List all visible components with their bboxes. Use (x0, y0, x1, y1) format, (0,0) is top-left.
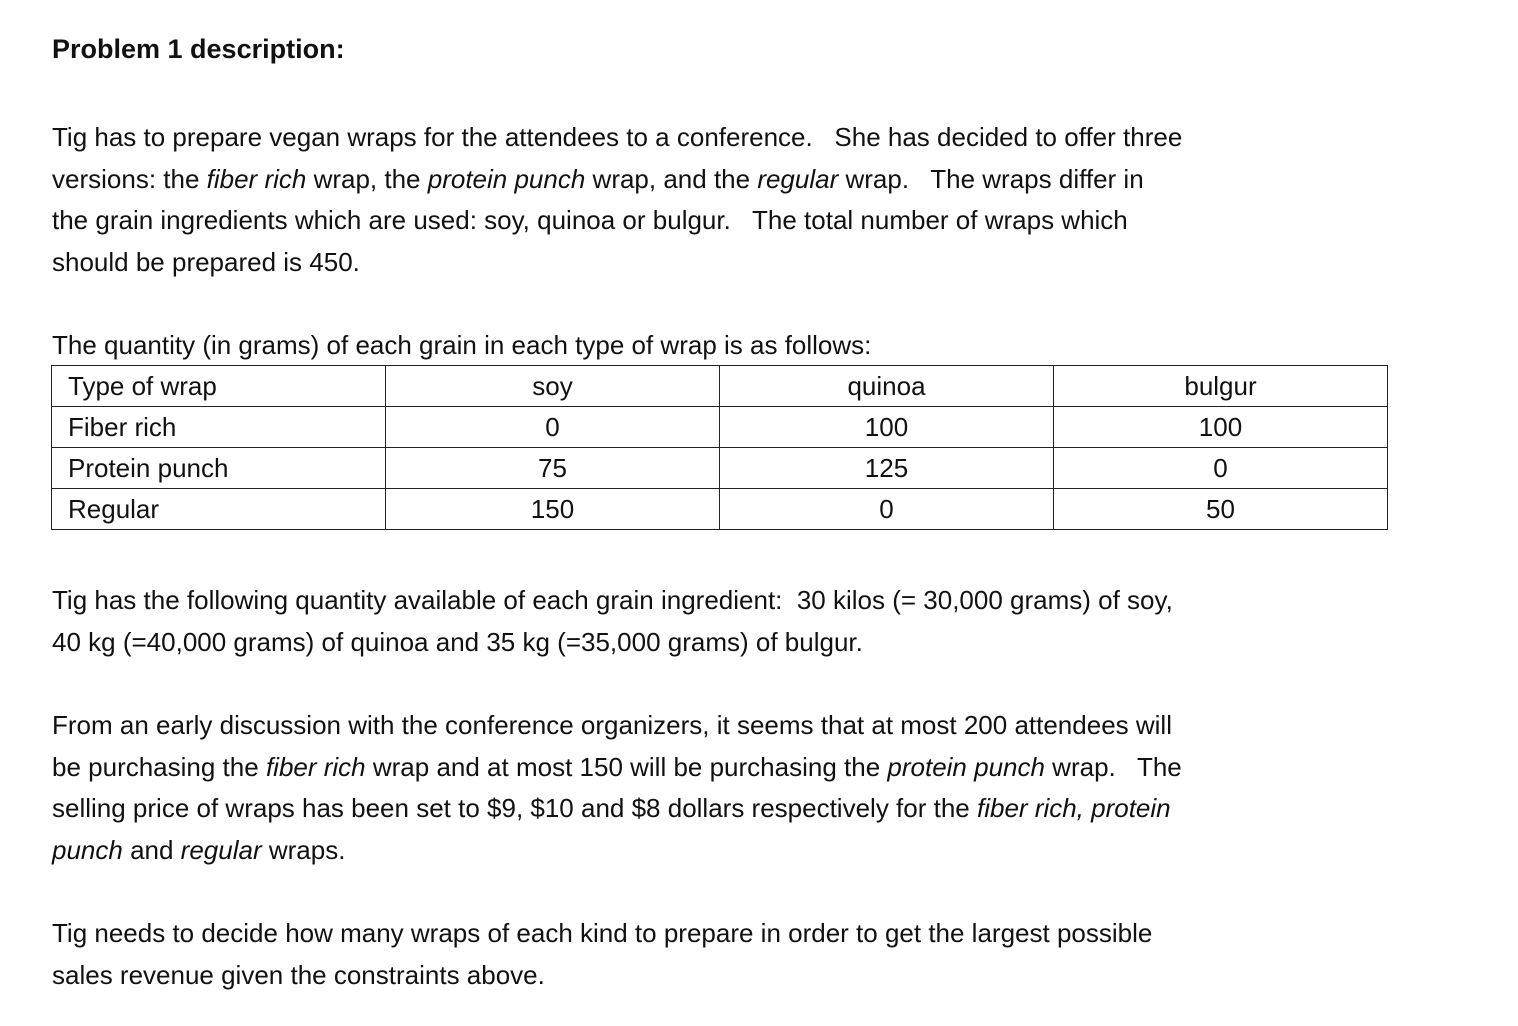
text-line (52, 242, 1392, 284)
text-segment: be purchasing the (52, 751, 266, 782)
text-line (52, 117, 1392, 159)
demand-price-paragraph (52, 705, 1392, 871)
text-segment: Tig needs to decide how many wraps of each kind to prepare in order to get the largest possible (52, 918, 1153, 948)
table-cell: 125 (720, 448, 1054, 489)
text-segment: 40 kg (=40,000 grams) of quinoa and 35 kg (=35,000 grams) of bulgur. (52, 626, 863, 657)
table-row (52, 407, 1388, 448)
text-segment: The quantity (in grams) of each grain in each type of wrap is as follows: (52, 330, 872, 360)
table-cell: bulgur (1054, 366, 1388, 407)
text-segment: wrap and at most 150 will be purchasing the (365, 751, 888, 782)
table-caption (52, 325, 1392, 367)
text-segment: wrap. The wraps differ in (838, 163, 1144, 194)
text-line (52, 955, 1392, 997)
table-cell: quinoa (720, 366, 1054, 407)
table-cell: Type of wrap (52, 366, 386, 407)
table-cell: 0 (1054, 448, 1388, 489)
text-segment: From an early discussion with the conference organizers, it seems that at most 200 attendees will (52, 710, 1172, 740)
table-cell: 0 (386, 407, 720, 448)
text-line (52, 159, 1392, 201)
text-segment: Tig has the following quantity available of each grain ingredient: 30 kilos (= 30,000 grams) of soy, (52, 585, 1173, 615)
italic-text: protein punch (887, 751, 1045, 782)
italic-text: punch (52, 834, 123, 865)
text-segment: wrap, the (306, 163, 428, 194)
text-segment: sales revenue given the constraints above. (52, 959, 545, 990)
availability-paragraph (52, 580, 1392, 663)
text-segment: versions: the (52, 163, 207, 194)
text-segment: wrap, and the (585, 163, 758, 194)
text-segment: should be prepared is 450. (52, 246, 360, 277)
text-segment: wrap. The (1044, 751, 1182, 782)
objective-paragraph (52, 913, 1392, 996)
table-cell: 50 (1054, 489, 1388, 530)
text-segment: selling price of wraps has been set to $9, $10 and $8 dollars respectively for the (52, 793, 977, 823)
text-segment: and (122, 834, 181, 865)
text-segment: the grain ingredients which are used: soy, quinoa or bulgur. The total number of wraps which (52, 205, 1128, 235)
text-line (52, 325, 1392, 367)
table-cell: 100 (1054, 407, 1388, 448)
italic-text: regular (180, 834, 262, 865)
table-header-row (52, 366, 1388, 407)
text-line (52, 580, 1392, 622)
text-line (52, 705, 1392, 747)
italic-text: fiber rich, protein (976, 793, 1171, 823)
problem-heading: Problem 1 description: (52, 34, 345, 64)
italic-text: regular (757, 163, 839, 194)
table-row (52, 448, 1388, 489)
table-cell: Regular (52, 489, 386, 530)
table-cell: soy (386, 366, 720, 407)
text-line (52, 200, 1392, 242)
table-cell: 0 (720, 489, 1054, 530)
text-segment: wraps. (261, 834, 346, 865)
intro-paragraph (52, 117, 1392, 283)
text-line (52, 622, 1392, 664)
table-cell: Protein punch (52, 448, 386, 489)
italic-text: fiber rich (265, 751, 366, 782)
table-cell: 100 (720, 407, 1054, 448)
grain-quantity-table (51, 365, 1388, 530)
text-line (52, 788, 1392, 830)
table-cell: 75 (386, 448, 720, 489)
text-line (52, 747, 1392, 789)
text-line (52, 913, 1392, 955)
text-line (52, 830, 1392, 872)
text-segment: Tig has to prepare vegan wraps for the attendees to a conference. She has decided to offer three (52, 122, 1183, 152)
table-cell: 150 (386, 489, 720, 530)
italic-text: fiber rich (206, 163, 307, 194)
table-cell: Fiber rich (52, 407, 386, 448)
italic-text: protein punch (427, 163, 586, 194)
table-row (52, 489, 1388, 530)
